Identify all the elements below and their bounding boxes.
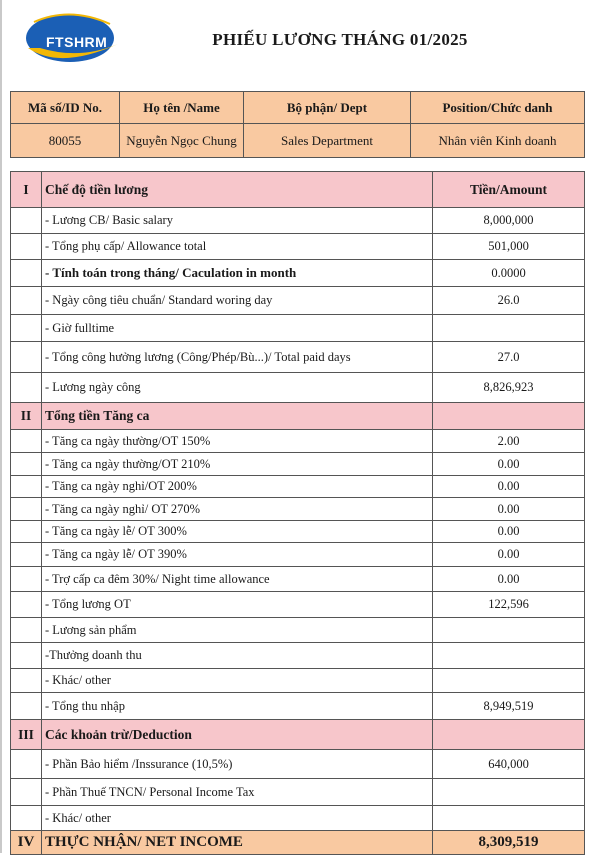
header-name: Họ tên /Name [120,92,244,124]
table-row [11,208,585,234]
row-label: - Tăng ca ngày lễ/ OT 390% [42,543,433,567]
row-number-cell [11,342,42,373]
row-label: - Tăng ca ngày thường/OT 150% [42,430,433,453]
table-row [11,592,585,618]
row-number-cell [11,430,42,453]
row-amount [433,779,585,806]
table-row [11,234,585,260]
row-amount: 27.0 [433,342,585,373]
table-row [11,373,585,403]
row-label: - Tổng thu nhập [42,693,433,720]
page-title: PHIẾU LƯƠNG THÁNG 01/2025 [212,30,468,49]
table-row [11,260,585,287]
row-number-cell [11,234,42,260]
section-amount [433,403,585,430]
table-row [11,498,585,521]
row-number-cell [11,521,42,543]
table-row [11,342,585,373]
row-label: - Khác/ other [42,806,433,831]
row-amount: 2.00 [433,430,585,453]
row-amount: 8,000,000 [433,208,585,234]
section-number: I [11,172,42,208]
table-row [11,430,585,453]
row-amount: 0.00 [433,498,585,521]
row-number-cell [11,498,42,521]
row-label: - Giờ fulltime [42,315,433,342]
row-number-cell [11,287,42,315]
row-number-cell [11,208,42,234]
row-amount [433,618,585,643]
section-s4-row [11,831,585,855]
table-row [11,669,585,693]
table-row [11,543,585,567]
table-row [11,618,585,643]
row-number-cell [11,543,42,567]
row-number-cell [11,693,42,720]
row-label: - Tính toán trong tháng/ Caculation in month [42,260,433,287]
row-amount: 640,000 [433,750,585,779]
row-label: - Tăng ca ngày lễ/ OT 300% [42,521,433,543]
row-amount: 0.00 [433,521,585,543]
section-title: THỰC NHẬN/ NET INCOME [42,831,433,855]
row-number-cell [11,567,42,592]
row-number-cell [11,373,42,403]
header-position: Position/Chức danh [411,92,585,124]
row-label: - Tăng ca ngày nghỉ/ OT 270% [42,498,433,521]
row-amount: 8,949,519 [433,693,585,720]
row-label: -Thưởng doanh thu [42,643,433,669]
info-header-row [11,92,585,124]
value-position: Nhân viên Kinh doanh [411,124,585,158]
table-row [11,806,585,831]
value-name: Nguyễn Ngọc Chung [120,124,244,158]
row-number-cell [11,315,42,342]
row-number-cell [11,806,42,831]
section-s1-row [11,172,585,208]
logo-text: FTSHRM [46,34,108,50]
row-number-cell [11,669,42,693]
section-amount [433,720,585,750]
row-amount [433,669,585,693]
row-label: - Tăng ca ngày thường/OT 210% [42,453,433,476]
row-amount [433,643,585,669]
section-s3-row [11,720,585,750]
row-label: - Lương ngày công [42,373,433,403]
info-value-row [11,124,585,158]
salary-table [10,171,585,855]
row-label: - Phần Bảo hiểm /Inssurance (10,5%) [42,750,433,779]
row-number-cell [11,618,42,643]
table-row [11,315,585,342]
row-number-cell [11,779,42,806]
row-amount: 501,000 [433,234,585,260]
row-amount: 0.00 [433,543,585,567]
row-label: - Phần Thuế TNCN/ Personal Income Tax [42,779,433,806]
header-id: Mã số/ID No. [11,92,120,124]
row-label: - Tổng lương OT [42,592,433,618]
row-amount: 0.00 [433,567,585,592]
row-label: - Lương CB/ Basic salary [42,208,433,234]
row-number-cell [11,453,42,476]
section-s2-row [11,403,585,430]
row-label: - Tổng công hưởng lương (Công/Phép/Bù...)/ Total paid days [42,342,433,373]
row-label: - Trợ cấp ca đêm 30%/ Night time allowance [42,567,433,592]
table-row [11,693,585,720]
section-title: Chế độ tiền lương [42,172,433,208]
section-title: Các khoản trừ/Deduction [42,720,433,750]
employee-info-table [10,91,585,158]
section-number: IV [11,831,42,855]
row-number-cell [11,592,42,618]
table-row [11,779,585,806]
value-id: 80055 [11,124,120,158]
section-amount: 8,309,519 [433,831,585,855]
section-number: II [11,403,42,430]
row-amount: 8,826,923 [433,373,585,403]
row-label: - Tổng phụ cấp/ Allowance total [42,234,433,260]
row-amount [433,806,585,831]
value-dept: Sales Department [244,124,411,158]
page-left-border [0,0,2,853]
row-amount: 26.0 [433,287,585,315]
row-number-cell [11,476,42,498]
row-amount: 0.0000 [433,260,585,287]
row-label: - Ngày công tiêu chuẩn/ Standard woring day [42,287,433,315]
table-row [11,567,585,592]
header-dept: Bộ phận/ Dept [244,92,411,124]
row-number-cell [11,260,42,287]
table-row [11,453,585,476]
table-row [11,643,585,669]
row-amount: 0.00 [433,476,585,498]
table-row [11,521,585,543]
row-label: - Lương sản phẩm [42,618,433,643]
row-amount: 0.00 [433,453,585,476]
row-number-cell [11,750,42,779]
amount-header: Tiền/Amount [433,172,585,208]
section-number: III [11,720,42,750]
table-row [11,476,585,498]
row-label: - Khác/ other [42,669,433,693]
table-row [11,287,585,315]
row-label: - Tăng ca ngày nghỉ/OT 200% [42,476,433,498]
row-amount [433,315,585,342]
table-row [11,750,585,779]
section-title: Tổng tiền Tăng ca [42,403,433,430]
row-amount: 122,596 [433,592,585,618]
row-number-cell [11,643,42,669]
company-logo [20,8,124,68]
